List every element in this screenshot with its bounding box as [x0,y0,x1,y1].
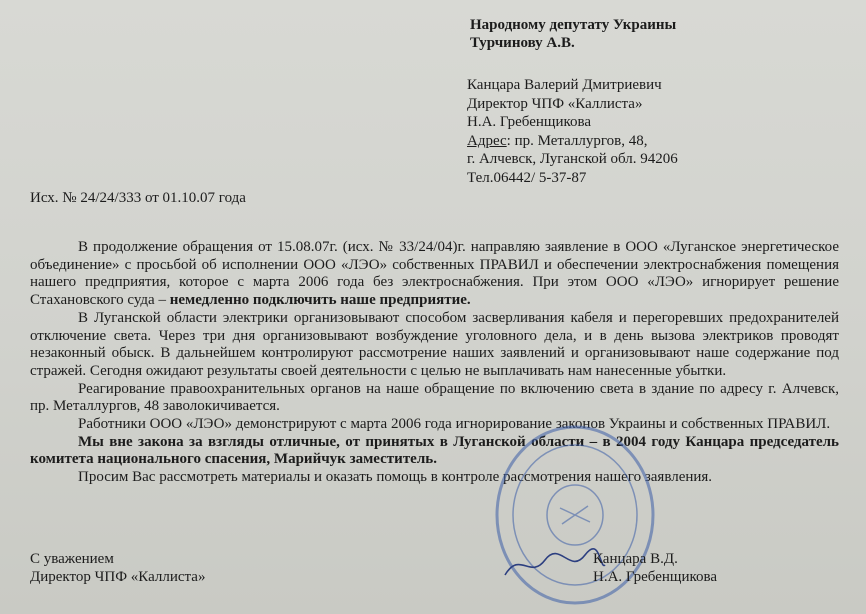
sender-block [467,76,678,188]
sender-address [467,132,678,151]
sender-city: г. Алчевск, Луганской обл. 94206 [467,151,678,168]
paragraph-1-text: В продолжение обращения от 15.08.07г. (исх. № 33/24/04)г. направляю заявление в ООО «Луганское энергетическое объединение» с просьбой об исполнении ООО «ЛЭО» собственных ПРАВИЛ и обеспечении электроснабжения помещения нашего предприятия, которое с марта 2006 года без электроснабжения. При этом ООО «ЛЭО» игнорирует решение Стахановского суда – [30,239,839,309]
closing-phrase: С уважением [30,551,114,567]
paragraph-3: Реагирование правоохранительных органов на наше обращение по включению света в здание по адресу г. Алчевск, пр. Металлургов, 48 заволокичивается. [30,380,839,415]
paragraph-4: Работники ООО «ЛЭО» демонстрируют с марта 2006 года игнорирование законов Украины и собственных ПРАВИЛ. [78,416,831,433]
sender-name-2: Н.А. Гребенщикова [467,114,592,131]
sender-position: Директор ЧПФ «Каллиста» [467,95,643,112]
signature-right [593,550,717,586]
address-label: Адрес [467,132,507,149]
recipient-block [470,16,676,52]
sender-name: Канцара Валерий Дмитриевич [467,77,662,93]
signatory-name-1: Канцара В.Д. [593,551,678,567]
signature-position: Директор ЧПФ «Каллиста» [30,569,206,585]
address-street: : пр. Металлургов, 48, [506,132,648,149]
paragraph-6: Просим Вас рассмотреть материалы и оказать помощь в контроле рассмотрения нашего заявления. [78,469,713,486]
recipient-name: Турчинову А.В. [470,35,575,51]
paragraph-5: Мы вне закона за взгляды отличные, от принятых в Луганской области – в 2004 году Канцара председатель комитета национального спасения, Марийчук заместитель. [30,433,839,468]
paragraph-1 [30,239,839,310]
paragraph-1-emphasis: немедленно подключить наше предприятие. [169,292,471,309]
sender-phone: Тел.06442/ 5-37-87 [467,169,587,186]
outgoing-number: Исх. № 24/24/333 от 01.10.07 года [30,190,246,206]
recipient-title: Народному депутату Украины [470,17,677,33]
paragraph-2: В Луганской области электрики организовывают способом засверливания кабеля и перегоревших предохранителей отключение света. Через три дня организовывают возбуждение уголовного дела, и в день вызова электриков проводят незаконный обыск. В дальнейшем контролируют рассмотрение наших заявлений и организовывают наше содержание под стражей. Сегодня ожидают результаты своей деятельности с целью не выплачивать нам нанесенные убытки. [30,309,839,379]
letter-body [30,239,839,487]
signatory-name-2: Н.А. Гребенщикова [593,569,718,585]
signature-left [30,550,205,586]
